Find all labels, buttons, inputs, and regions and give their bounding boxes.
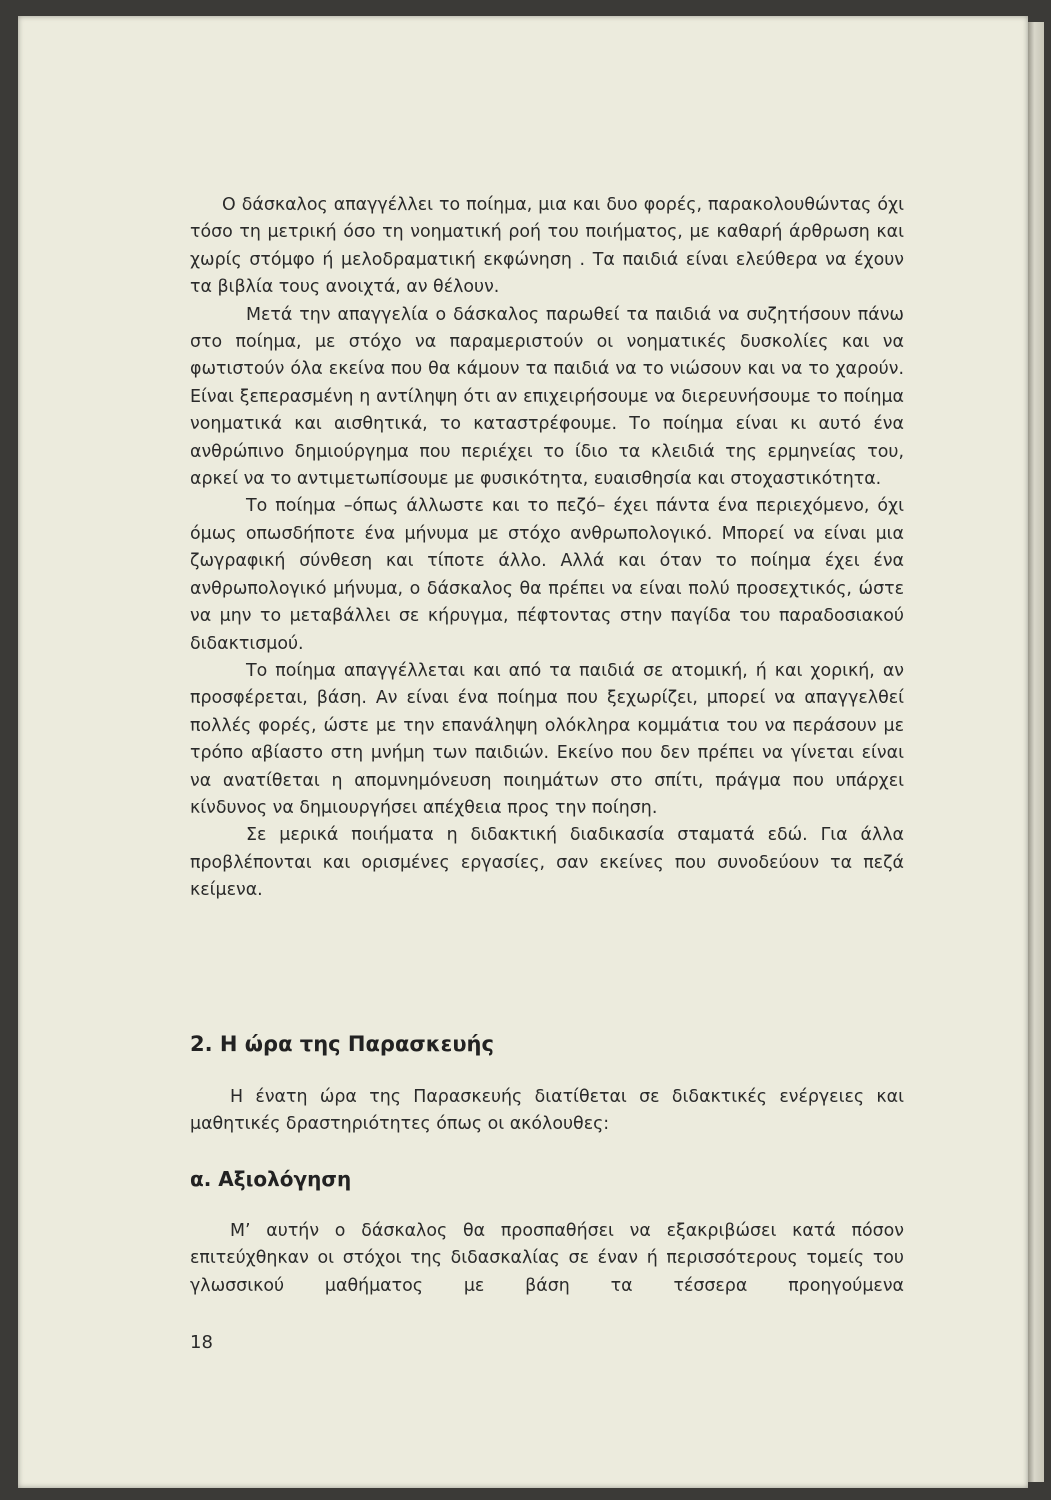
paragraph-2: Μετά την απαγγελία ο δάσκαλος παρωθεί τα παιδιά να συζητήσουν πάνω στο ποίημα, με στόχο να παραμεριστούν οι νοηματικές δυσκολίες και να φωτιστούν όλα εκείνα που θα κάμουν τα παιδιά να το νιώσουν και να το χαρούν. Είναι ξεπερασμένη η αντίληψη ότι αν επιχειρήσουμε να διερευνήσουμε το ποίημα νοηματικά και αισθητικά, το καταστρέφουμε. Το ποίημα είναι κι αυτό ένα ανθρώπινο δημιούργημα που περιέχει το ίδιο τα κλειδιά της ερμηνείας του, αρκεί να το αντιμετωπίσουμε με φυσικότητα, ευαισθησία και στοχαστικότητα.	[190, 304, 904, 490]
subsection-text	[190, 1218, 904, 1300]
paragraph-3: Το ποίημα –όπως άλλωστε και το πεζό– έχει πάντα ένα περιεχόμενο, όχι όμως οπωσδήποτε ένα μήνυμα με στόχο ανθρωπολογικό. Μπορεί να είναι μια ζωγραφική σύνθεση και τίποτε άλλο. Αλλά και όταν το ποίημα έχει ένα ανθρωπολογικό μήνυμα, ο δάσκαλος θα πρέπει να είναι πολύ προσεχτικός, ώστε να μην το μεταβάλλει σε κήρυγμα, πέφτοντας στην παγίδα του παραδοσιακού διδακτισμού.	[190, 496, 904, 654]
section-paragraph: Η ένατη ώρα της Παρασκευής διατίθεται σε διδακτικές ενέργειες και μαθητικές δραστηριότητες όπως οι ακόλουθες:	[190, 1087, 904, 1135]
page-number: 18	[190, 1332, 213, 1353]
section-text	[190, 1084, 904, 1139]
main-text	[190, 192, 904, 905]
paragraph-4: Το ποίημα απαγγέλλεται και από τα παιδιά σε ατομική, ή και χορική, αν προσφέρεται, βάση. Αν είναι ένα ποίημα που ξεχωρίζει, μπορεί να απαγγελθεί πολλές φορές, ώστε με την επανάληψη ολόκληρα κομμάτια του να περάσουν με τρόπο αβίαστο στη μνήμη των παιδιών. Εκείνο που δεν πρέπει να γίνεται είναι να ανατίθεται η απομνημόνευση ποιημάτων στο σπίτι, πράγμα που υπάρχει κίνδυνος να δημιουργήσει απέχθεια προς την ποίηση.	[190, 660, 904, 818]
section-heading: 2. Η ώρα της Παρασκευής	[190, 1032, 494, 1056]
subsection-paragraph: Μ’ αυτήν ο δάσκαλος θα προσπαθήσει να εξακριβώσει κατά πόσον επιτεύχθηκαν οι στόχοι της διδασκαλίας σε έναν ή περισσότερους τομείς του γλωσσικού μαθήματος με βάση τα τέσσερα προηγούμενα	[190, 1221, 904, 1296]
subsection-heading: α. Αξιολόγηση	[190, 1167, 352, 1191]
adjacent-page-edge	[1028, 22, 1044, 1482]
paragraph-5: Σε μερικά ποιήματα η διδακτική διαδικασία σταματά εδώ. Για άλλα προβλέπονται και ορισμένες εργασίες, σαν εκείνες που συνοδεύουν τα πεζά κείμενα.	[190, 825, 904, 901]
paragraph-1: Ο δάσκαλος απαγγέλλει το ποίημα, μια και δυο φορές, παρακολουθώντας όχι τόσο τη μετρική όσο τη νοηματική ροή του ποιήματος, με καθαρή άρθρωση και χωρίς στόμφο ή μελοδραματική εκφώνηση . Τα παιδιά είναι ελεύθερα να έχουν τα βιβλία τους ανοιχτά, αν θέλουν.	[190, 195, 904, 298]
